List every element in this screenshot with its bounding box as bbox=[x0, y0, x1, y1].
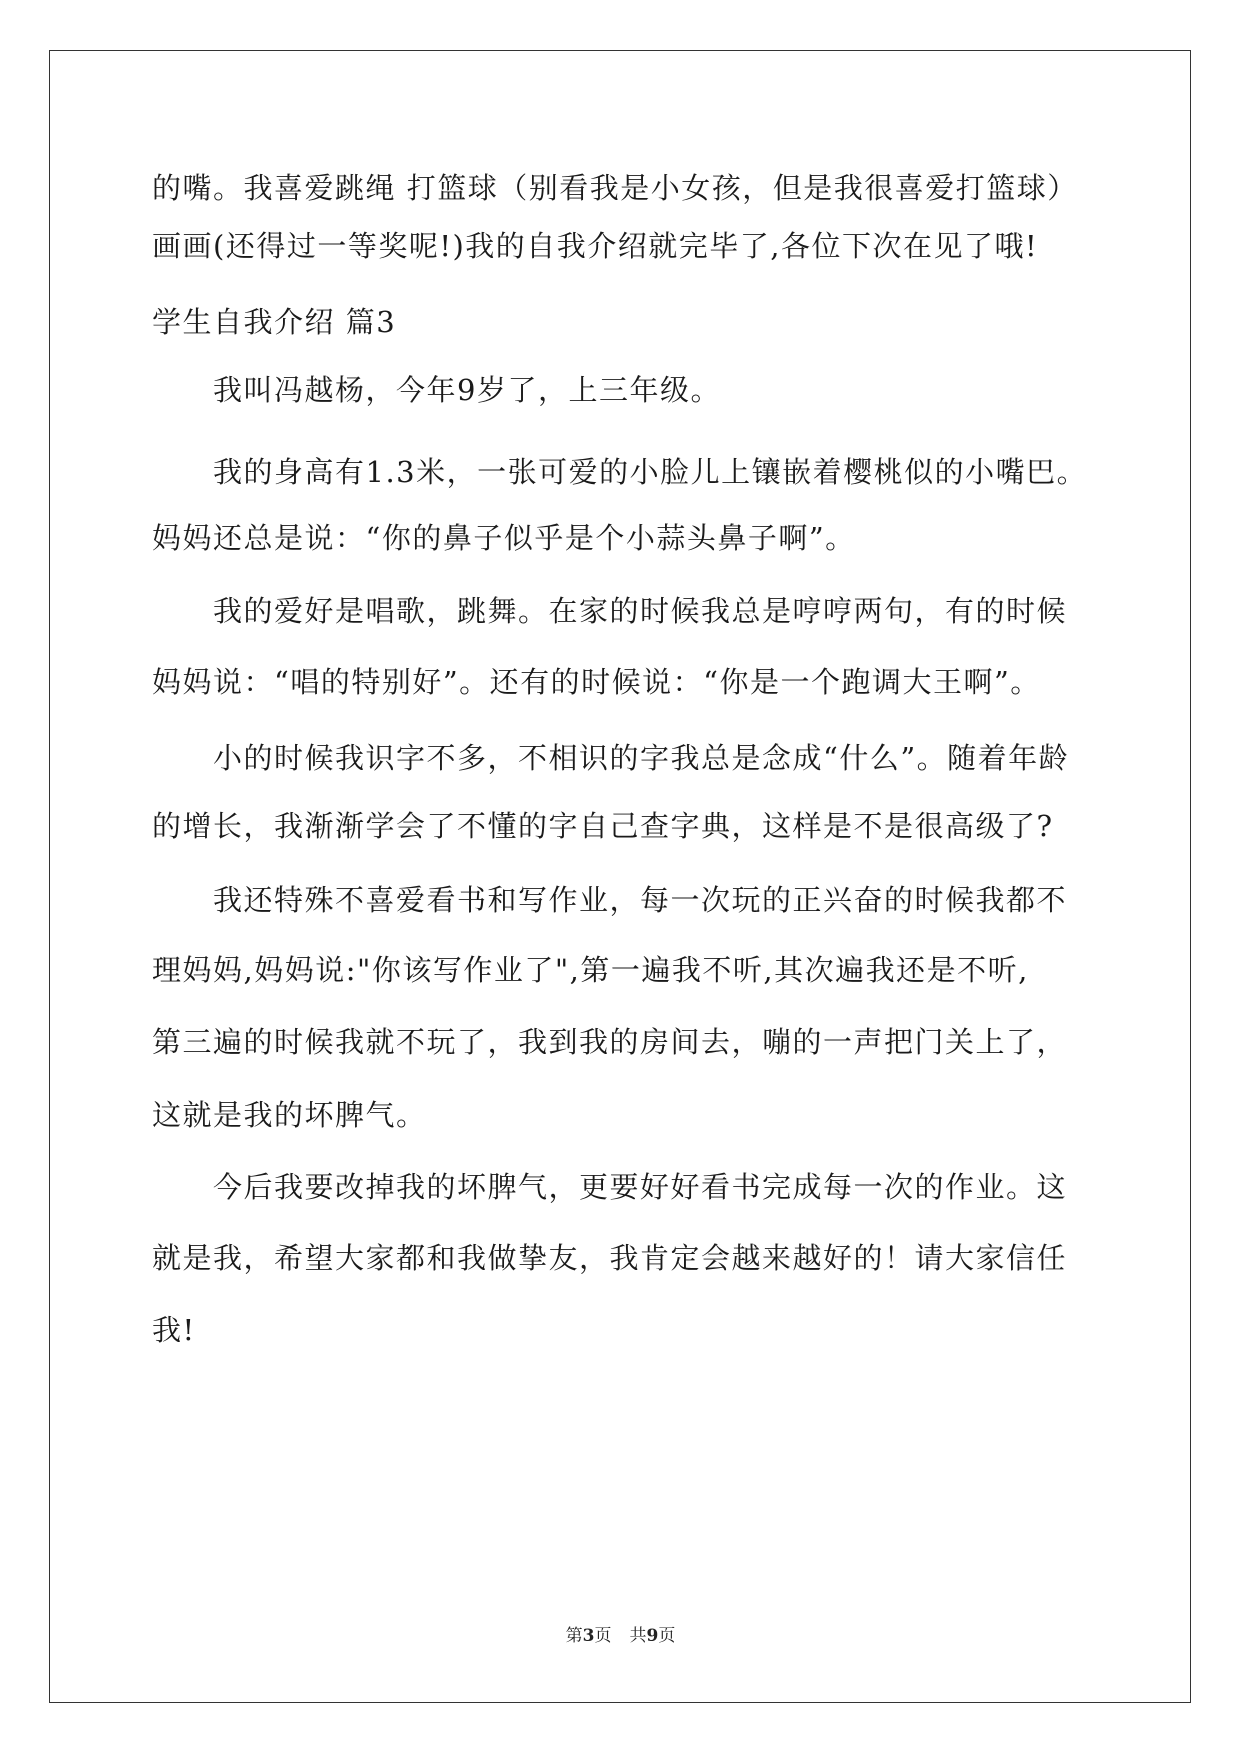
text-line: 我! bbox=[152, 1313, 196, 1347]
text-line: 第三遍的时候我就不玩了，我到我的房间去，嘣的一声把门关上了， bbox=[152, 1025, 1068, 1059]
text-line: 我叫冯越杨，今年9岁了，上三年级。 bbox=[213, 373, 721, 407]
text-line: 画画(还得过一等奖呢!)我的自我介绍就完毕了,各位下次在见了哦! bbox=[152, 229, 1039, 263]
text-line: 我还特殊不喜爱看书和写作业，每一次玩的正兴奋的时候我都不 bbox=[213, 883, 1068, 917]
page-number: 第3页 bbox=[565, 1626, 612, 1646]
text-line: 我的身高有1.3米，一张可爱的小脸儿上镶嵌着樱桃似的小嘴巴。 bbox=[213, 455, 1088, 489]
text-line: 理妈妈,妈妈说:"你该写作业了",第一遍我不听,其次遍我还是不听, bbox=[152, 953, 1029, 987]
text-line: 的嘴。我喜爱跳绳 打篮球（别看我是小女孩，但是我很喜爱打篮球） bbox=[152, 171, 1078, 205]
text-line: 这就是我的坏脾气。 bbox=[152, 1098, 427, 1132]
page-total: 共9页 bbox=[629, 1626, 676, 1646]
text-line: 我的爱好是唱歌，跳舞。在家的时候我总是哼哼两句，有的时候 bbox=[213, 594, 1068, 628]
text-line: 就是我，希望大家都和我做挚友，我肯定会越来越好的！请大家信任 bbox=[152, 1241, 1068, 1275]
section-heading: 学生自我介绍 篇3 bbox=[152, 305, 397, 339]
text-line: 小的时候我识字不多，不相识的字我总是念成“什么”。随着年龄 bbox=[213, 741, 1070, 775]
page-border bbox=[49, 50, 1191, 1703]
text-line: 妈妈说：“唱的特别好”。还有的时候说：“你是一个跑调大王啊”。 bbox=[152, 665, 1041, 699]
page-footer bbox=[0, 1624, 1241, 1648]
text-line: 的增长，我渐渐学会了不懂的字自己查字典，这样是不是很高级了? bbox=[152, 809, 1054, 843]
text-line: 今后我要改掉我的坏脾气，更要好好看书完成每一次的作业。这 bbox=[213, 1170, 1068, 1204]
text-line: 妈妈还总是说：“你的鼻子似乎是个小蒜头鼻子啊”。 bbox=[152, 521, 856, 555]
